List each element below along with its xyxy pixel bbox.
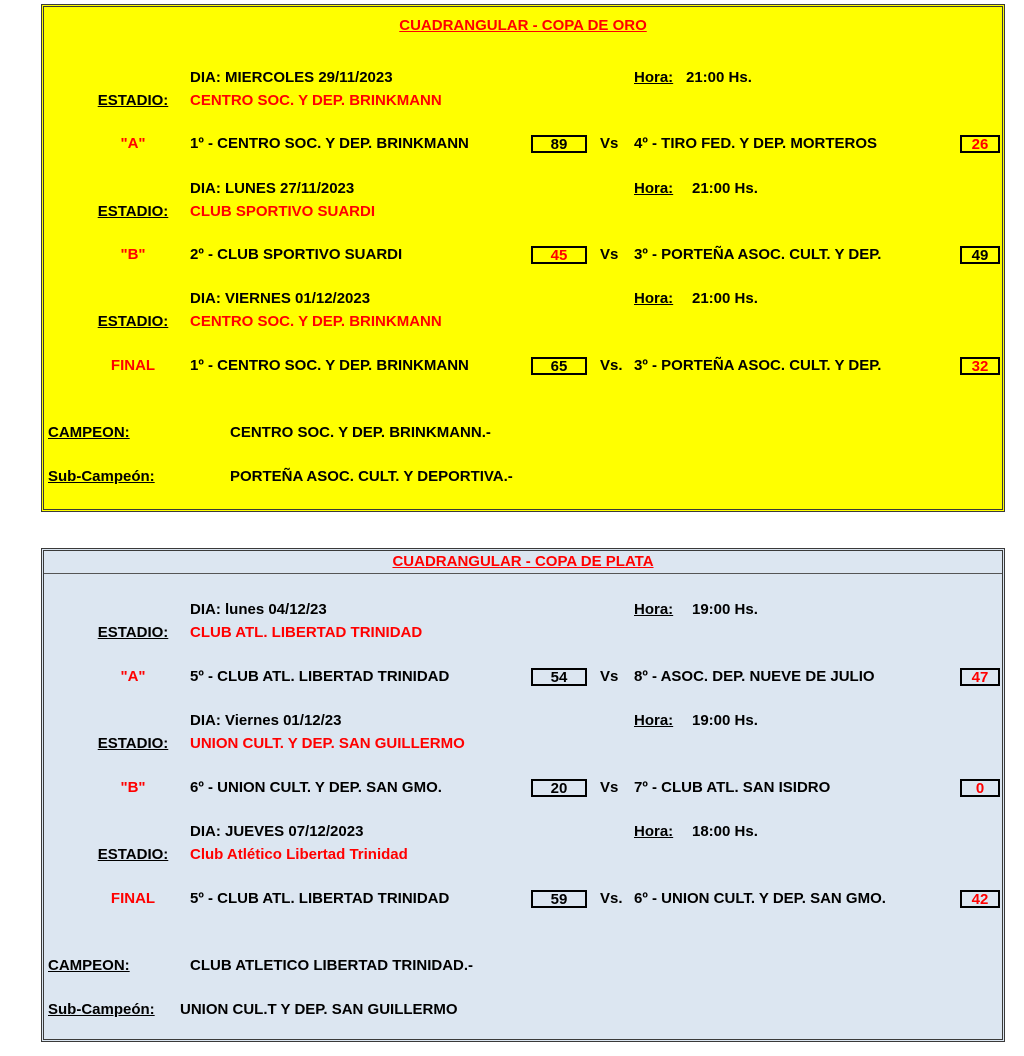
- match-day: DIA: lunes 04/12/23: [190, 601, 327, 618]
- group-label: "B": [120, 246, 146, 263]
- team-home: 6º - UNION CULT. Y DEP. SAN GMO.: [190, 779, 442, 796]
- subcampeon-label: Sub-Campeón:: [48, 1001, 155, 1018]
- hora-label: Hora:: [634, 823, 674, 840]
- panel-title: CUADRANGULAR - COPA DE PLATA: [392, 553, 654, 570]
- hora-label: Hora:: [634, 712, 674, 729]
- match-day: DIA: MIERCOLES 29/11/2023: [190, 69, 393, 86]
- team-away: 7º - CLUB ATL. SAN ISIDRO: [634, 779, 831, 796]
- hora-value: 19:00 Hs.: [692, 601, 758, 618]
- score-home: 45: [531, 246, 587, 264]
- subcampeon-name: PORTEÑA ASOC. CULT. Y DEPORTIVA.-: [230, 468, 513, 485]
- vs-label: Vs.: [600, 890, 623, 907]
- group-label: "A": [120, 668, 146, 685]
- group-label: FINAL: [110, 890, 156, 907]
- score-away: 42: [960, 890, 1000, 908]
- estadio-label: ESTADIO:: [97, 624, 169, 641]
- estadio-label: ESTADIO:: [97, 846, 169, 863]
- vs-label: Vs.: [600, 357, 623, 374]
- match-day: DIA: VIERNES 01/12/2023: [190, 290, 371, 307]
- team-away: 3º - PORTEÑA ASOC. CULT. Y DEP.: [634, 246, 882, 263]
- vs-label: Vs: [600, 668, 619, 685]
- subcampeon-label: Sub-Campeón:: [48, 468, 155, 485]
- score-home: 89: [531, 135, 587, 153]
- hora-label: Hora:: [634, 69, 674, 86]
- team-away: 4º - TIRO FED. Y DEP. MORTEROS: [634, 135, 878, 152]
- team-away: 6º - UNION CULT. Y DEP. SAN GMO.: [634, 890, 886, 907]
- estadio-label: ESTADIO:: [97, 92, 169, 109]
- match-day: DIA: Viernes 01/12/23: [190, 712, 342, 729]
- team-home: 5º - CLUB ATL. LIBERTAD TRINIDAD: [190, 668, 450, 685]
- group-label: "B": [120, 779, 146, 796]
- score-home: 20: [531, 779, 587, 797]
- estadio-name: CLUB ATL. LIBERTAD TRINIDAD: [190, 624, 423, 641]
- team-away: 8º - ASOC. DEP. NUEVE DE JULIO: [634, 668, 875, 685]
- team-home: 5º - CLUB ATL. LIBERTAD TRINIDAD: [190, 890, 450, 907]
- panel-title: CUADRANGULAR - COPA DE ORO: [399, 17, 647, 34]
- group-label: FINAL: [110, 357, 156, 374]
- hora-value: 19:00 Hs.: [692, 712, 758, 729]
- estadio-label: ESTADIO:: [97, 313, 169, 330]
- score-away: 26: [960, 135, 1000, 153]
- vs-label: Vs: [600, 135, 619, 152]
- estadio-name: Club Atlético Libertad Trinidad: [190, 846, 408, 863]
- estadio-name: UNION CULT. Y DEP. SAN GUILLERMO: [190, 735, 465, 752]
- score-away: 47: [960, 668, 1000, 686]
- subcampeon-name: UNION CUL.T Y DEP. SAN GUILLERMO: [180, 1001, 458, 1018]
- hora-value: 21:00 Hs.: [686, 69, 752, 86]
- team-home: 1º - CENTRO SOC. Y DEP. BRINKMANN: [190, 357, 469, 374]
- estadio-name: CENTRO SOC. Y DEP. BRINKMANN: [190, 313, 442, 330]
- estadio-name: CLUB SPORTIVO SUARDI: [190, 203, 376, 220]
- match-day: DIA: JUEVES 07/12/2023: [190, 823, 364, 840]
- estadio-name: CENTRO SOC. Y DEP. BRINKMANN: [190, 92, 442, 109]
- hora-value: 21:00 Hs.: [692, 180, 758, 197]
- copa-de-oro-panel: [41, 4, 1005, 512]
- vs-label: Vs: [600, 779, 619, 796]
- team-home: 1º - CENTRO SOC. Y DEP. BRINKMANN: [190, 135, 469, 152]
- hora-value: 21:00 Hs.: [692, 290, 758, 307]
- score-away: 32: [960, 357, 1000, 375]
- score-home: 65: [531, 357, 587, 375]
- score-home: 59: [531, 890, 587, 908]
- group-label: "A": [120, 135, 146, 152]
- estadio-label: ESTADIO:: [97, 203, 169, 220]
- campeon-label: CAMPEON:: [48, 957, 130, 974]
- campeon-label: CAMPEON:: [48, 424, 130, 441]
- hora-label: Hora:: [634, 290, 674, 307]
- match-day: DIA: LUNES 27/11/2023: [190, 180, 355, 197]
- hora-label: Hora:: [634, 180, 674, 197]
- hora-label: Hora:: [634, 601, 674, 618]
- copa-de-plata-panel: [41, 548, 1005, 1042]
- campeon-name: CLUB ATLETICO LIBERTAD TRINIDAD.-: [190, 957, 474, 974]
- score-away: 49: [960, 246, 1000, 264]
- team-away: 3º - PORTEÑA ASOC. CULT. Y DEP.: [634, 357, 882, 374]
- score-home: 54: [531, 668, 587, 686]
- hora-value: 18:00 Hs.: [692, 823, 758, 840]
- vs-label: Vs: [600, 246, 619, 263]
- campeon-name: CENTRO SOC. Y DEP. BRINKMANN.-: [230, 424, 491, 441]
- estadio-label: ESTADIO:: [97, 735, 169, 752]
- score-away: 0: [960, 779, 1000, 797]
- team-home: 2º - CLUB SPORTIVO SUARDI: [190, 246, 403, 263]
